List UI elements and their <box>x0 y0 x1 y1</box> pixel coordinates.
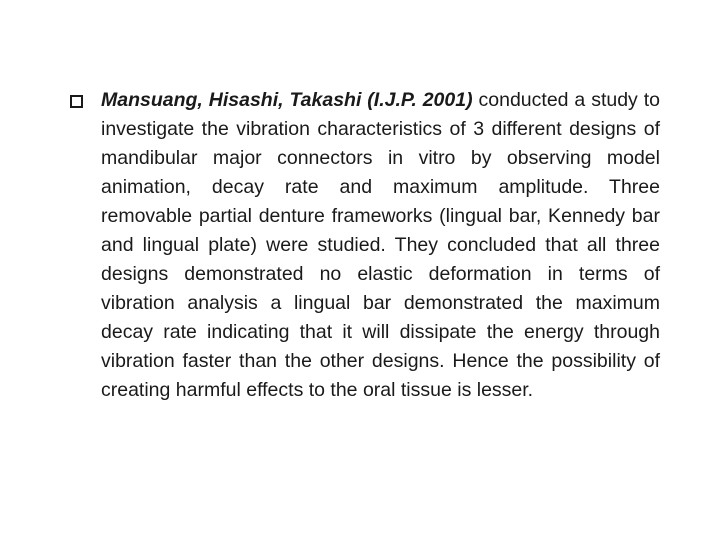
paragraph-body: conducted a study to investigate the vibration characteristics of 3 different designs of mandibular major connectors in vitro by observing model animation, decay rate and maximum amplitude. Three removable partial denture frameworks (lingual bar, Kennedy bar and lingual plate) were studied. They concluded that all three designs demonstrated no elastic deformation in terms of vibration analysis a lingual bar demonstrated the maximum decay rate indicating that it will dissipate the energy through vibration faster than the other designs. Hence the possibility of creating harmful effects to the oral tissue is lesser. <box>101 89 660 401</box>
bullet-paragraph <box>101 86 660 405</box>
square-bullet-icon <box>70 95 83 108</box>
author-citation: Mansuang, Hisashi, Takashi (I.J.P. 2001) <box>101 89 473 111</box>
bullet-point <box>70 86 660 405</box>
